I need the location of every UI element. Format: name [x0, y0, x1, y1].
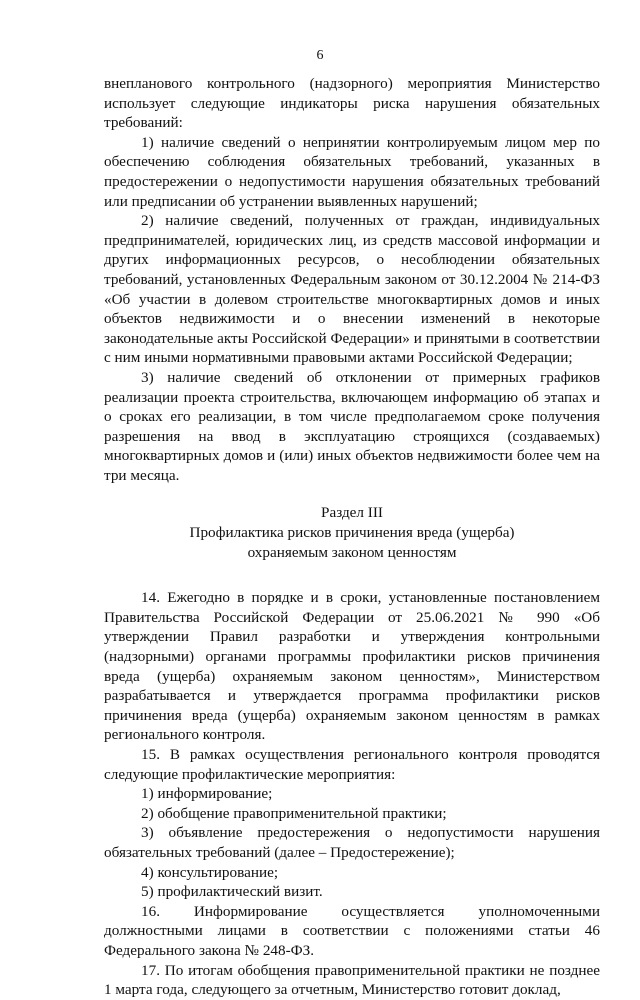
paragraph: 14. Ежегодно в порядке и в сроки, установленные постановлением Правительства Российской Федерации от 25.06.2021 № 990 «Об утверждении Правил разработки и утверждения контрольными (надзорными) органами программы профилактики рисков причинения вреда (ущерба) охраняемым законом ценностям», Министерством разрабатывается и утверждается программа профилактики рисков причинения вреда (ущерба) охраняемым законом ценностям в рамках регионального контроля. — [104, 589, 600, 744]
section-title-line-2: охраняемым законом ценностям — [247, 543, 457, 561]
paragraph: 3) объявление предостережения о недопустимости нарушения обязательных требований (далее – Предостережение); — [104, 824, 600, 861]
section-number: Раздел III — [321, 504, 383, 522]
paragraph: 2) наличие сведений, полученных от граждан, индивидуальных предпринимателей, юридических лиц, из средств массовой информации и других информационных ресурсов, о несоблюдении обязательных требований, установленных Федеральным законом от 30.12.2004 № 214-ФЗ «Об участии в долевом строительстве многоквартирных домов и иных объектов недвижимости и о внесении изменений в некоторые законодательные акты Российской Федерации» и принятыми в соответствии с ним иными нормативными правовыми актами Российской Федерации; — [104, 212, 600, 367]
paragraph: внепланового контрольного (надзорного) мероприятия Министерство использует следующие индикаторы риска нарушения обязательных требований: — [104, 75, 600, 132]
page-number: 6 — [316, 48, 324, 63]
paragraph: 16. Информирование осуществляется уполномоченными должностными лицами в соответствии с положениями статьи 46 Федерального закона № 248-ФЗ. — [104, 902, 600, 959]
paragraph: 1) информирование; — [141, 785, 273, 803]
paragraph: 5) профилактический визит. — [141, 883, 323, 901]
paragraph: 17. По итогам обобщения правоприменительной практики не позднее 1 марта года, следующего за отчетным, Министерство готовит доклад, — [104, 961, 600, 999]
paragraph: 15. В рамках осуществления регионального контроля проводятся следующие профилактические мероприятия: — [104, 746, 600, 783]
paragraphs-before — [104, 74, 600, 485]
section-title-line-1: Профилактика рисков причинения вреда (ущерба) — [189, 524, 515, 542]
section-heading — [104, 503, 600, 562]
paragraphs-after — [104, 588, 600, 999]
paragraph: 4) консультирование; — [141, 863, 279, 881]
document-body — [104, 74, 600, 1000]
paragraph: 2) обобщение правоприменительной практики; — [141, 804, 447, 822]
paragraph: 3) наличие сведений об отклонении от примерных графиков реализации проекта строительства, включающем информацию об этапах и о сроках его реализации, в том числе предполагаемом сроке получения разрешения на ввод в эксплуатацию строящихся (создаваемых) многоквартирных домов и (или) иных объектов недвижимости более чем на три месяца. — [104, 368, 600, 484]
paragraph: 1) наличие сведений о непринятии контролируемым лицом мер по обеспечению соблюдения обязательных требований, указанных в предостережении о недопустимости нарушения обязательных требований или предписании об устранении выявленных нарушений; — [104, 133, 600, 210]
